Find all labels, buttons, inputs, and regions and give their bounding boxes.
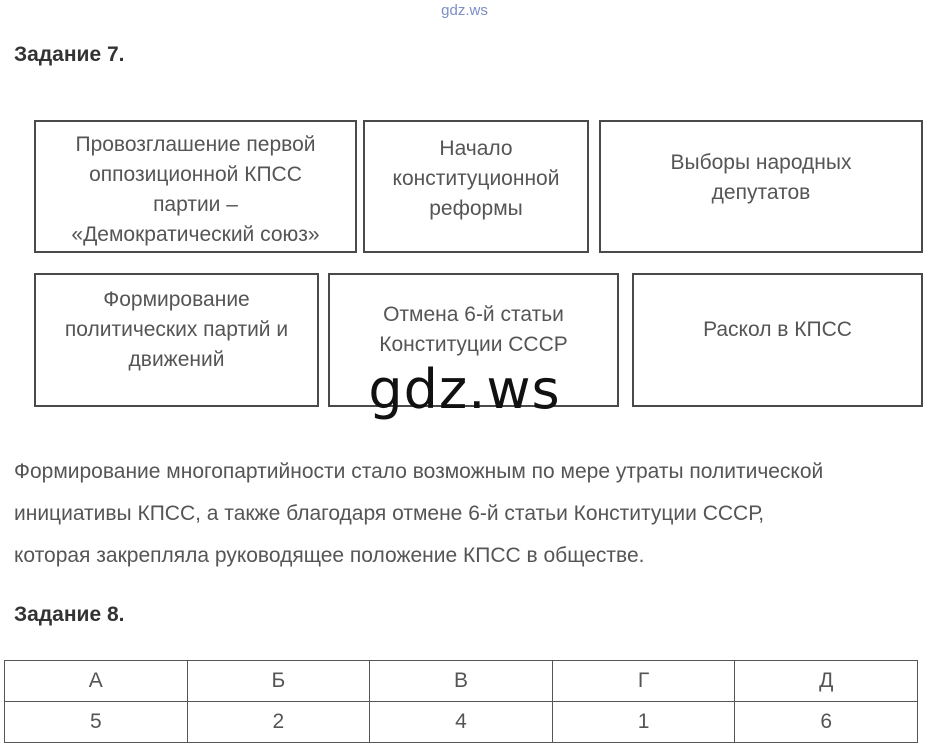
- event-box-3: [599, 120, 923, 253]
- event-box-4-text: Формирование политических партий и движений: [64, 288, 289, 371]
- table-cell: 1: [552, 702, 735, 743]
- event-box-5-text: Отмена 6-й статьи Конституции СССР: [379, 303, 568, 356]
- table-row: [5, 702, 918, 743]
- task-8-answer-table: [4, 660, 918, 743]
- table-header-cell: Г: [552, 661, 735, 702]
- table-header-row: [5, 661, 918, 702]
- event-box-1: [34, 120, 357, 253]
- table-cell: 4: [370, 702, 553, 743]
- table-cell: 5: [5, 702, 188, 743]
- paragraph-line-2: инициативы КПСС, а также благодаря отмене 6-й статьи Конституции СССР,: [14, 502, 765, 525]
- event-box-6-text: Раскол в КПСС: [703, 318, 852, 341]
- paragraph-line-1: Формирование многопартийности стало возможным по мере утраты политической: [14, 460, 824, 483]
- event-box-2-text: Начало конституционной реформы: [392, 137, 560, 220]
- table-header-cell: Д: [735, 661, 918, 702]
- task-7-title: Задание 7.: [14, 43, 125, 66]
- table-header-cell: А: [5, 661, 188, 702]
- table-cell: 6: [735, 702, 918, 743]
- task-7-answer-paragraph: [14, 451, 919, 577]
- table-header-cell: Б: [187, 661, 370, 702]
- paragraph-line-3: которая закрепляла руководящее положение КПСС в обществе.: [14, 544, 645, 567]
- table-header-cell: В: [370, 661, 553, 702]
- task-8-title: Задание 8.: [14, 603, 125, 626]
- event-box-1-text: Провозглашение первой оппозиционной КПСС партии – «Демократический союз»: [71, 133, 320, 246]
- event-box-3-text: Выборы народных депутатов: [670, 151, 852, 204]
- event-box-2: [363, 120, 589, 253]
- table-cell: 2: [187, 702, 370, 743]
- watermark-center: gdz.ws: [368, 358, 561, 421]
- watermark-top: gdz.ws: [441, 2, 488, 19]
